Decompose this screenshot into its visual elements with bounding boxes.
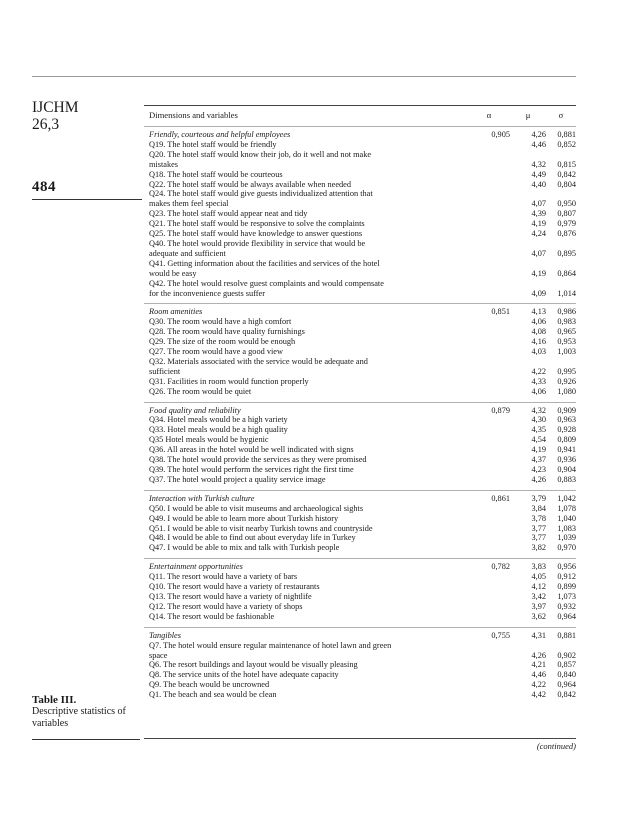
journal-info (32, 99, 79, 133)
sd-value: 0,964 (557, 611, 576, 621)
variable-text: Q28. The room would have quality furnishings (149, 327, 305, 337)
table-row (144, 219, 576, 229)
mean-value: 4,42 (531, 690, 546, 700)
sd-value: 0,983 (557, 317, 576, 327)
mean-cell (510, 239, 546, 249)
sd-value: 0,995 (557, 366, 576, 376)
alpha-cell (468, 504, 510, 514)
dimension-alpha: 0,861 (491, 493, 510, 503)
table-row (144, 279, 576, 289)
table-row (144, 160, 576, 170)
alpha-cell (468, 690, 510, 700)
variable-text: Q13. The resort would have a variety of nightlife (149, 591, 312, 601)
mean-value: 4,46 (531, 139, 546, 149)
mean-value: 3,82 (531, 543, 546, 553)
alpha-cell (468, 327, 510, 337)
sd-value: 0,809 (557, 435, 576, 445)
variable-text: Q31. Facilities in room would function properly (149, 376, 309, 386)
variable-text: Q30. The room would have a high comfort (149, 317, 292, 327)
alpha-cell (468, 347, 510, 357)
table-row (144, 455, 576, 465)
sd-value: 0,857 (557, 660, 576, 670)
mean-value: 4,32 (531, 159, 546, 169)
mean-value: 4,22 (531, 366, 546, 376)
stats-table (144, 106, 576, 705)
alpha-cell (468, 680, 510, 690)
table-row (144, 524, 576, 534)
table-row (144, 641, 576, 651)
sd-cell (546, 279, 576, 289)
dimension-row (144, 403, 576, 416)
mean-value: 4,33 (531, 376, 546, 386)
stats-table-wrapper (144, 105, 576, 705)
mean-value: 4,03 (531, 347, 546, 357)
variable-text: Q38. The hotel would provide the services as they were promised (149, 455, 367, 465)
sd-value: 1,039 (557, 533, 576, 543)
mean-value: 4,54 (531, 435, 546, 445)
variable-text: Q32. Materials associated with the service would be adequate and (149, 356, 368, 366)
table-row (144, 435, 576, 445)
sd-value: 0,804 (557, 179, 576, 189)
table-row (144, 660, 576, 670)
journal-name: IJCHM (32, 99, 79, 116)
alpha-cell (468, 387, 510, 397)
variable-text: Q35 Hotel meals would be hygienic (149, 435, 269, 445)
variable-text: Q14. The resort would be fashionable (149, 611, 275, 621)
variable-text: space (149, 650, 168, 660)
alpha-cell (468, 269, 510, 279)
caption-title: Table III. (32, 694, 77, 706)
sd-value: 1,078 (557, 503, 576, 513)
alpha-cell (468, 524, 510, 534)
mean-value: 4,19 (531, 219, 546, 229)
table-row (144, 357, 576, 367)
mean-cell (510, 357, 546, 367)
variable-text: Q7. The hotel would ensure regular maintenance of hotel lawn and green (149, 640, 392, 650)
alpha-cell (468, 367, 510, 377)
dimension-mean: 4,13 (531, 307, 546, 317)
sd-value: 0,963 (557, 415, 576, 425)
sd-cell (546, 239, 576, 249)
table-row (144, 582, 576, 592)
variable-text: Q12. The resort would have a variety of shops (149, 601, 303, 611)
alpha-cell (468, 602, 510, 612)
variable-text: Q23. The hotel staff would appear neat and tidy (149, 209, 308, 219)
sd-value: 1,014 (557, 288, 576, 298)
mean-value: 4,46 (531, 670, 546, 680)
variable-text: adequate and sufficient (149, 248, 226, 258)
table-row (144, 572, 576, 582)
mean-value: 4,12 (531, 582, 546, 592)
table-bottom-rule (144, 738, 576, 739)
gap-cell (144, 700, 576, 705)
dimension-mean: 3,79 (531, 493, 546, 503)
table-row (144, 651, 576, 661)
variable-text: sufficient (149, 366, 181, 376)
dimension-alpha: 0,905 (491, 130, 510, 139)
alpha-cell (468, 514, 510, 524)
variable-text: Q34. Hotel meals would be a high variety (149, 415, 288, 425)
table-row (144, 465, 576, 475)
table-row (144, 327, 576, 337)
page-number-rule (32, 199, 142, 200)
dimension-mean: 4,31 (531, 630, 546, 640)
variable-text: Q11. The resort would have a variety of bars (149, 572, 298, 582)
table-row (144, 445, 576, 455)
sd-value: 0,904 (557, 465, 576, 474)
variable-text: Q20. The hotel staff would know their job, do it well and not make (149, 149, 372, 159)
table-row (144, 189, 576, 199)
sd-value: 1,073 (557, 591, 576, 601)
sd-cell (546, 641, 576, 651)
alpha-cell (468, 660, 510, 670)
variable-text: Q40. The hotel would provide flexibility in service that would be (149, 238, 366, 248)
table-row (144, 680, 576, 690)
mean-value: 4,19 (531, 268, 546, 278)
table-row (144, 425, 576, 435)
mean-value: 4,21 (531, 660, 546, 670)
sd-cell (546, 357, 576, 367)
table-row (144, 475, 576, 485)
mean-value: 4,06 (531, 317, 546, 327)
variable-text: Q48. I would be able to find out about everyday life in Turkey (149, 533, 356, 543)
sd-value: 0,842 (557, 690, 576, 700)
variable-text: makes them feel special (149, 199, 229, 209)
alpha-cell (468, 160, 510, 170)
alpha-cell (468, 219, 510, 229)
dimension-name: Interaction with Turkish culture (149, 493, 255, 503)
variable-text: Q22. The hotel staff would be always available when needed (149, 179, 351, 189)
alpha-cell (468, 475, 510, 485)
variable-text: Q33. Hotel meals would be a high quality (149, 425, 288, 435)
sd-value: 0,926 (557, 376, 576, 386)
sd-value: 0,953 (557, 337, 576, 347)
alpha-cell (468, 249, 510, 259)
dimension-alpha: 0,755 (491, 630, 510, 640)
sd-value: 0,876 (557, 229, 576, 239)
alpha-cell (468, 651, 510, 661)
mean-value: 3,42 (531, 591, 546, 601)
dimension-alpha: 0,851 (491, 307, 510, 317)
mean-value: 3,97 (531, 601, 546, 611)
sd-value: 0,815 (557, 159, 576, 169)
alpha-cell (468, 209, 510, 219)
sd-value: 0,852 (557, 139, 576, 149)
mean-value: 4,22 (531, 680, 546, 690)
table-row (144, 592, 576, 602)
dimension-mean: 4,32 (531, 405, 546, 415)
mean-value: 3,78 (531, 513, 546, 523)
dimension-row (144, 127, 576, 140)
table-row (144, 140, 576, 150)
header-sd: σ (558, 110, 564, 121)
dimension-sd: 0,881 (557, 630, 576, 640)
alpha-cell (468, 170, 510, 180)
alpha-cell (468, 317, 510, 327)
mean-cell (510, 150, 546, 160)
sd-value: 0,932 (557, 601, 576, 611)
mean-value: 3,84 (531, 503, 546, 513)
dimension-sd: 0,881 (557, 130, 576, 139)
mean-value: 4,06 (531, 386, 546, 396)
variable-text: Q21. The hotel staff would be responsive to solve the complaints (149, 219, 365, 229)
continued-note: (continued) (536, 741, 576, 751)
header-dimensions: Dimensions and variables (149, 110, 238, 121)
alpha-cell (468, 289, 510, 299)
journal-volume: 26,3 (32, 116, 60, 133)
mean-value: 3,77 (531, 523, 546, 533)
alpha-cell (468, 455, 510, 465)
variable-text: Q49. I would be able to learn more about Turkish history (149, 513, 339, 523)
table-row (144, 533, 576, 543)
mean-value: 4,40 (531, 179, 546, 189)
sd-value: 0,842 (557, 169, 576, 179)
variable-text: Q42. The hotel would resolve guest complaints and would compensate (149, 278, 384, 288)
alpha-cell (468, 543, 510, 553)
dimension-name: Room amenities (149, 307, 203, 317)
mean-value: 4,09 (531, 288, 546, 298)
alpha-cell (468, 670, 510, 680)
variable-text: Q50. I would be able to visit museums and archaeological sights (149, 503, 364, 513)
table-row (144, 259, 576, 269)
table-row (144, 415, 576, 425)
mean-value: 4,39 (531, 209, 546, 219)
table-row (144, 249, 576, 259)
mean-value: 4,35 (531, 425, 546, 435)
dimension-name: Friendly, courteous and helpful employees (149, 130, 291, 139)
sd-value: 0,950 (557, 199, 576, 209)
dimension-name: Food quality and reliability (149, 405, 241, 415)
table-row (144, 514, 576, 524)
mean-cell (510, 189, 546, 199)
caption-text: Descriptive statistics of variables (32, 706, 126, 729)
sd-value: 1,040 (557, 513, 576, 523)
top-rule (32, 76, 576, 77)
sd-cell (546, 150, 576, 160)
mean-cell (510, 279, 546, 289)
dimension-mean: 3,83 (531, 562, 546, 572)
dimension-row (144, 304, 576, 317)
mean-value: 4,19 (531, 445, 546, 455)
alpha-cell (468, 229, 510, 239)
mean-value: 3,62 (531, 611, 546, 621)
sd-value: 0,840 (557, 670, 576, 680)
sd-value: 0,912 (557, 572, 576, 582)
variable-text: Q18. The hotel staff would be courteous (149, 169, 283, 179)
mean-value: 4,07 (531, 199, 546, 209)
table-row (144, 180, 576, 190)
mean-value: 4,08 (531, 327, 546, 337)
alpha-cell (468, 199, 510, 209)
variable-text: for the inconvenience guests suffer (149, 288, 265, 298)
mean-value: 4,49 (531, 169, 546, 179)
dimension-sd: 0,956 (557, 562, 576, 572)
mean-value: 4,37 (531, 455, 546, 465)
table-row (144, 377, 576, 387)
sd-value: 1,003 (557, 347, 576, 357)
variable-text: Q47. I would be able to mix and talk with Turkish people (149, 543, 340, 553)
variable-text: Q37. The hotel would project a quality service image (149, 474, 326, 484)
variable-text: Q29. The size of the room would be enough (149, 337, 296, 347)
variable-text: Q24. The hotel staff would give guests individualized attention that (149, 189, 373, 199)
alpha-cell (468, 641, 510, 651)
dimension-sd: 0,909 (557, 405, 576, 415)
table-row (144, 387, 576, 397)
alpha-cell (468, 572, 510, 582)
table-header-row (144, 106, 576, 127)
table-row (144, 289, 576, 299)
table-row (144, 670, 576, 680)
alpha-cell (468, 425, 510, 435)
variable-text: Q25. The hotel staff would have knowledge to answer questions (149, 229, 363, 239)
variable-text: Q19. The hotel staff would be friendly (149, 139, 277, 149)
table-row (144, 504, 576, 514)
mean-value: 4,30 (531, 415, 546, 425)
alpha-cell (468, 150, 510, 160)
variable-text: Q6. The resort buildings and layout would be visually pleasing (149, 660, 358, 670)
alpha-cell (468, 279, 510, 289)
table-row (144, 347, 576, 357)
dimension-row (144, 559, 576, 572)
alpha-cell (468, 189, 510, 199)
alpha-cell (468, 357, 510, 367)
table-row (144, 209, 576, 219)
alpha-cell (468, 337, 510, 347)
table-row (144, 690, 576, 700)
dimension-sd: 0,986 (557, 307, 576, 317)
table-row (144, 229, 576, 239)
variable-text: Q51. I would be able to visit nearby Turkish towns and countryside (149, 523, 373, 533)
sd-cell (546, 259, 576, 269)
alpha-cell (468, 140, 510, 150)
alpha-cell (468, 533, 510, 543)
mean-value: 4,16 (531, 337, 546, 347)
dimension-alpha: 0,879 (491, 405, 510, 415)
mean-value: 4,24 (531, 229, 546, 239)
variable-text: Q1. The beach and sea would be clean (149, 690, 277, 700)
alpha-cell (468, 415, 510, 425)
table-row (144, 317, 576, 327)
mean-cell (510, 641, 546, 651)
mean-value: 4,23 (531, 465, 546, 474)
variable-text: Q10. The resort would have a variety of restaurants (149, 582, 320, 592)
dimension-mean: 4,26 (531, 130, 546, 139)
alpha-cell (468, 592, 510, 602)
header-alpha: α (486, 110, 492, 121)
sd-value: 0,895 (557, 248, 576, 258)
variable-text: Q27. The room would have a good view (149, 347, 283, 357)
sd-value: 1,080 (557, 386, 576, 396)
mean-cell (510, 259, 546, 269)
variable-text: Q9. The beach would be uncrowned (149, 680, 270, 690)
mean-value: 4,26 (531, 650, 546, 660)
table-row (144, 239, 576, 249)
sd-value: 0,807 (557, 209, 576, 219)
dimension-row (144, 628, 576, 641)
sd-value: 0,979 (557, 219, 576, 229)
sd-value: 0,941 (557, 445, 576, 455)
table-row (144, 543, 576, 553)
mean-value: 4,07 (531, 248, 546, 258)
variable-text: Q39. The hotel would perform the services right the first time (149, 465, 354, 474)
sd-value: 0,883 (557, 474, 576, 484)
dimension-alpha: 0,782 (491, 562, 510, 572)
sd-value: 1,083 (557, 523, 576, 533)
sd-value: 0,936 (557, 455, 576, 465)
dimension-row (144, 491, 576, 504)
variable-text: Q26. The room would be quiet (149, 386, 252, 396)
caption-rule (32, 739, 140, 740)
sd-value: 0,928 (557, 425, 576, 435)
sd-value: 0,964 (557, 680, 576, 690)
alpha-cell (468, 612, 510, 622)
table-row (144, 367, 576, 377)
table-caption (32, 694, 140, 730)
alpha-cell (468, 259, 510, 269)
sd-value: 0,965 (557, 327, 576, 337)
alpha-cell (468, 239, 510, 249)
mean-value: 4,26 (531, 474, 546, 484)
alpha-cell (468, 377, 510, 387)
table-row (144, 602, 576, 612)
table-body (144, 127, 576, 706)
variable-text: Q8. The service units of the hotel have adequate capacity (149, 670, 339, 680)
alpha-cell (468, 582, 510, 592)
dimension-name: Entertainment opportunities (149, 562, 243, 572)
dimension-sd: 1,042 (557, 493, 576, 503)
group-gap (144, 700, 576, 705)
variable-text: Q41. Getting information about the facilities and services of the hotel (149, 258, 380, 268)
sd-cell (546, 189, 576, 199)
variable-text: would be easy (149, 268, 197, 278)
table-row (144, 612, 576, 622)
table-row (144, 337, 576, 347)
alpha-cell (468, 180, 510, 190)
dimension-name: Tangibles (149, 630, 181, 640)
table-row (144, 199, 576, 209)
table-row (144, 269, 576, 279)
table-row (144, 170, 576, 180)
mean-value: 3,77 (531, 533, 546, 543)
variable-text: Q36. All areas in the hotel would be well indicated with signs (149, 445, 354, 455)
sd-value: 0,902 (557, 650, 576, 660)
page-number: 484 (32, 179, 56, 195)
alpha-cell (468, 465, 510, 475)
mean-value: 4,05 (531, 572, 546, 582)
alpha-cell (468, 445, 510, 455)
variable-text: mistakes (149, 159, 179, 169)
header-mean: μ (525, 110, 531, 121)
sd-value: 0,970 (557, 543, 576, 553)
table-row (144, 150, 576, 160)
sd-value: 0,899 (557, 582, 576, 592)
alpha-cell (468, 435, 510, 445)
sd-value: 0,864 (557, 268, 576, 278)
